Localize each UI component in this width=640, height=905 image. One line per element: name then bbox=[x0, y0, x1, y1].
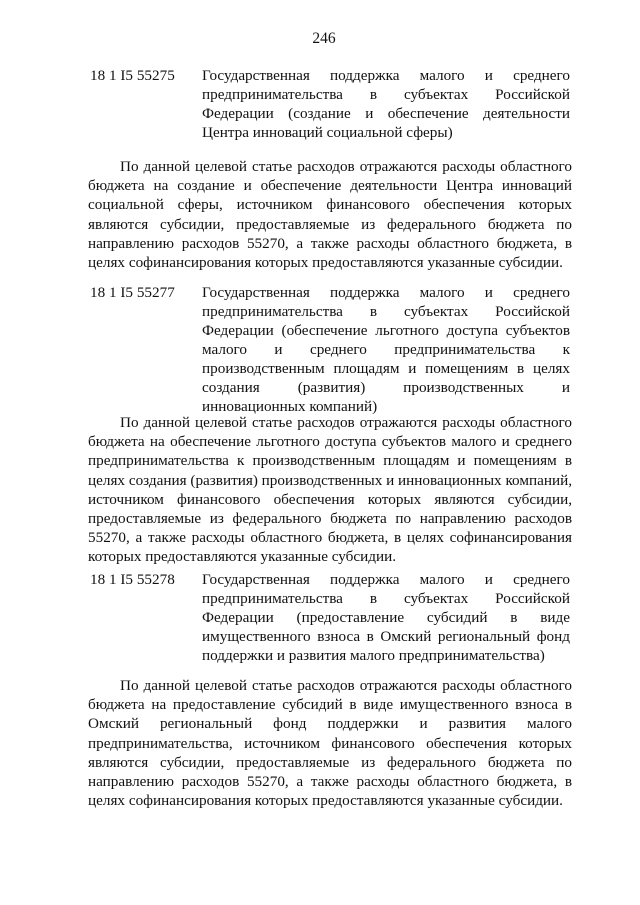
entry-description: По данной целевой статье расходов отражаются расходы областного бюджета на обеспечение льготного доступа субъектов малого и среднего предпринимательства к производственным площадям и помещениям в целях создания (развития) производственных и инновационных компаний, источником финансового обеспечения которых являются субсидии, предоставляемые из федерального бюджета по направлению расходов 55270, а также расходы областного бюджета, в целях софинансирования которых предоставляются указанные субсидии. bbox=[88, 414, 573, 566]
entry-title: Государственная поддержка малого и среднего предпринимательства в субъектах Российской Федерации (предоставление субсидий в виде имущественного взноса в Омский региональный фонд поддержки и развития малого предпринимательства) bbox=[202, 571, 570, 664]
entry-code: 18 1 I5 55277 bbox=[90, 284, 175, 301]
entry-code: 18 1 I5 55278 bbox=[90, 571, 175, 588]
entry-description: По данной целевой статье расходов отражаются расходы областного бюджета на создание и обеспечение деятельности Центра инноваций социальной сферы, источником финансового обеспечения которых являются субсидии, предоставляемые из федерального бюджета по направлению расходов 55270, а также расходы областного бюджета, в целях софинансирования которых предоставляются указанные субсидии. bbox=[88, 158, 572, 272]
entry-title: Государственная поддержка малого и среднего предпринимательства в субъектах Российской Федерации (обеспечение льготного доступа субъектов малого и среднего предпринимательства к производственным площадям и помещениям в целях создания (развития) производственных и инновационных компаний) bbox=[202, 284, 570, 415]
budget-entry-55278 bbox=[90, 570, 570, 665]
budget-entry-55277 bbox=[90, 283, 570, 416]
page-number: 246 bbox=[312, 30, 336, 47]
entry-description: По данной целевой статье расходов отражаются расходы областного бюджета на предоставление субсидий в виде имущественного взноса в Омский региональный фонд поддержки и развития малого предпринимательства, источником финансового обеспечения которых являются субсидии, предоставляемые из федерального бюджета по направлению расходов 55270, а также расходы областного бюджета, в целях софинансирования которых предоставляются указанные субсидии. bbox=[88, 677, 572, 810]
budget-entry-55275 bbox=[90, 66, 570, 142]
entry-code: 18 1 I5 55275 bbox=[90, 67, 175, 84]
entry-title: Государственная поддержка малого и среднего предпринимательства в субъектах Российской Федерации (создание и обеспечение деятельности Центра инноваций социальной сферы) bbox=[202, 67, 570, 141]
